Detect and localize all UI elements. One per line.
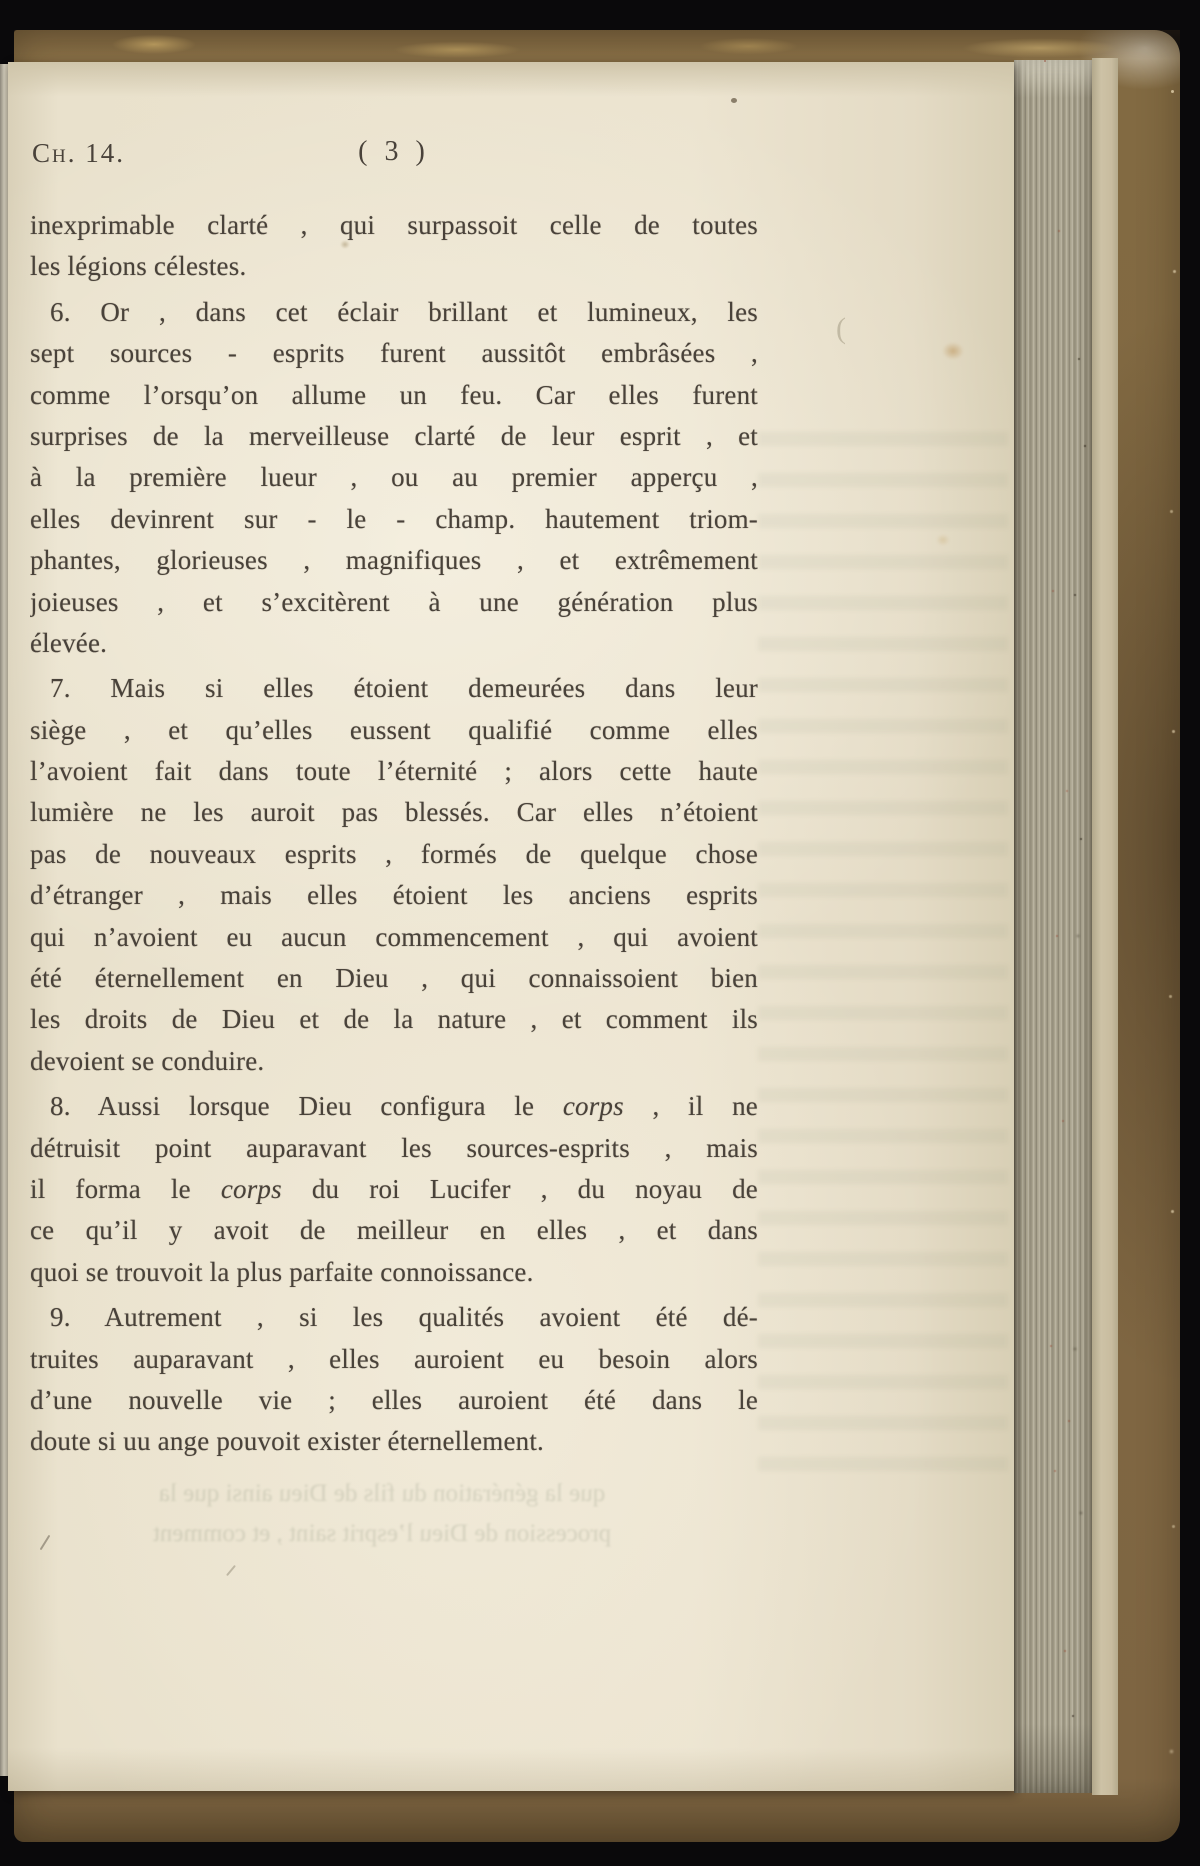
paragraph: [30, 668, 758, 1082]
text-line: 8. Aussi lorsque Dieu configura le corps , il ne: [50, 1091, 758, 1122]
bleedthrough: [32, 1474, 732, 1554]
text-line: 7. Mais si elles étoient demeurées dans leur: [50, 673, 758, 704]
page-header: [30, 138, 758, 182]
text-line: été éternellement en Dieu , qui connaissoient bien: [30, 963, 758, 994]
text-line: 6. Or , dans cet éclair brillant et lumineux, les: [50, 296, 758, 327]
text-line: doute si uu ange pouvoit exister éternellement.: [30, 1426, 545, 1457]
paragraph: [30, 1297, 758, 1463]
text-line: devoient se conduire.: [30, 1045, 265, 1076]
pen-mark: (: [836, 312, 846, 345]
pen-mark: [226, 1565, 236, 1576]
text-line: il forma le corps du roi Lucifer , du noyau de: [30, 1173, 758, 1204]
inner-page-edges: [1092, 58, 1118, 1795]
text-line: lumière ne les auroit pas blessés. Car elles n’étoient: [30, 797, 758, 828]
foxing-spot: [936, 534, 950, 546]
text-line: quoi se trouvoit la plus parfaite connoissance.: [30, 1256, 534, 1287]
text-line: détruisit point auparavant les sources-esprits , mais: [30, 1132, 758, 1163]
text-line: qui n’avoient eu aucun commencement , qui avoient: [30, 921, 758, 952]
paragraph: [30, 205, 758, 288]
bleedthrough-line: que la génération du fils de Dieu ainsi que la: [158, 1480, 606, 1507]
text-line: inexprimable clarté , qui surpassoit celle de toutes: [30, 210, 758, 240]
text-line: ce qu’il y avoit de meilleur en elles , et dans: [30, 1215, 758, 1246]
text-line: l’avoient fait dans toute l’éternité ; alors cette haute: [30, 756, 758, 787]
text-line: les droits de Dieu et de la nature , et comment ils: [30, 1004, 758, 1035]
text-line: 9. Autrement , si les qualités avoient été dé-: [50, 1302, 758, 1333]
text-line: élevée.: [30, 627, 108, 658]
text-line: surprises de la merveilleuse clarté de leur esprit , et: [30, 420, 758, 451]
page-text: [30, 205, 758, 1463]
page-number: ( 3 ): [358, 136, 430, 167]
text-line: siège , et qu’elles eussent qualifié comme elles: [30, 714, 758, 745]
ink-speck: [731, 98, 737, 103]
text-line: d’étranger , mais elles étoient les anciens esprits: [30, 880, 758, 911]
text-line: elles devinrent sur - le - champ. hautement triom-: [30, 503, 758, 534]
paragraph: [30, 292, 758, 665]
bleedthrough-line: procession de Dieu l’esprit saint , et comment: [152, 1520, 612, 1547]
text-line: comme l’orsqu’on allume un feu. Car elles furent: [30, 379, 758, 410]
text-line: les légions célestes.: [30, 251, 247, 282]
bleedthrough-haze: [758, 432, 1008, 1482]
text-line: à la première lueur , ou au premier apperçu ,: [30, 462, 758, 493]
text-line: phantes, glorieuses , magnifiques , et extrêmement: [30, 545, 758, 576]
chapter-heading: Ch. 14.: [32, 138, 125, 168]
foxing-spot: [942, 342, 964, 360]
page-stack-fore-edge: [1014, 60, 1092, 1793]
text-line: sept sources - esprits furent aussitôt embrâsées ,: [30, 338, 758, 369]
text-line: truites auparavant , elles auroient eu besoin alors: [30, 1343, 758, 1374]
text-line: pas de nouveaux esprits , formés de quelque chose: [30, 838, 758, 869]
paragraph: [30, 1086, 758, 1293]
text-line: d’une nouvelle vie ; elles auroient été dans le: [30, 1384, 758, 1415]
text-block: [30, 136, 758, 1457]
text-line: joieuses , et s’excitèrent à une génération plus: [30, 586, 758, 617]
book-page: [8, 62, 1014, 1791]
